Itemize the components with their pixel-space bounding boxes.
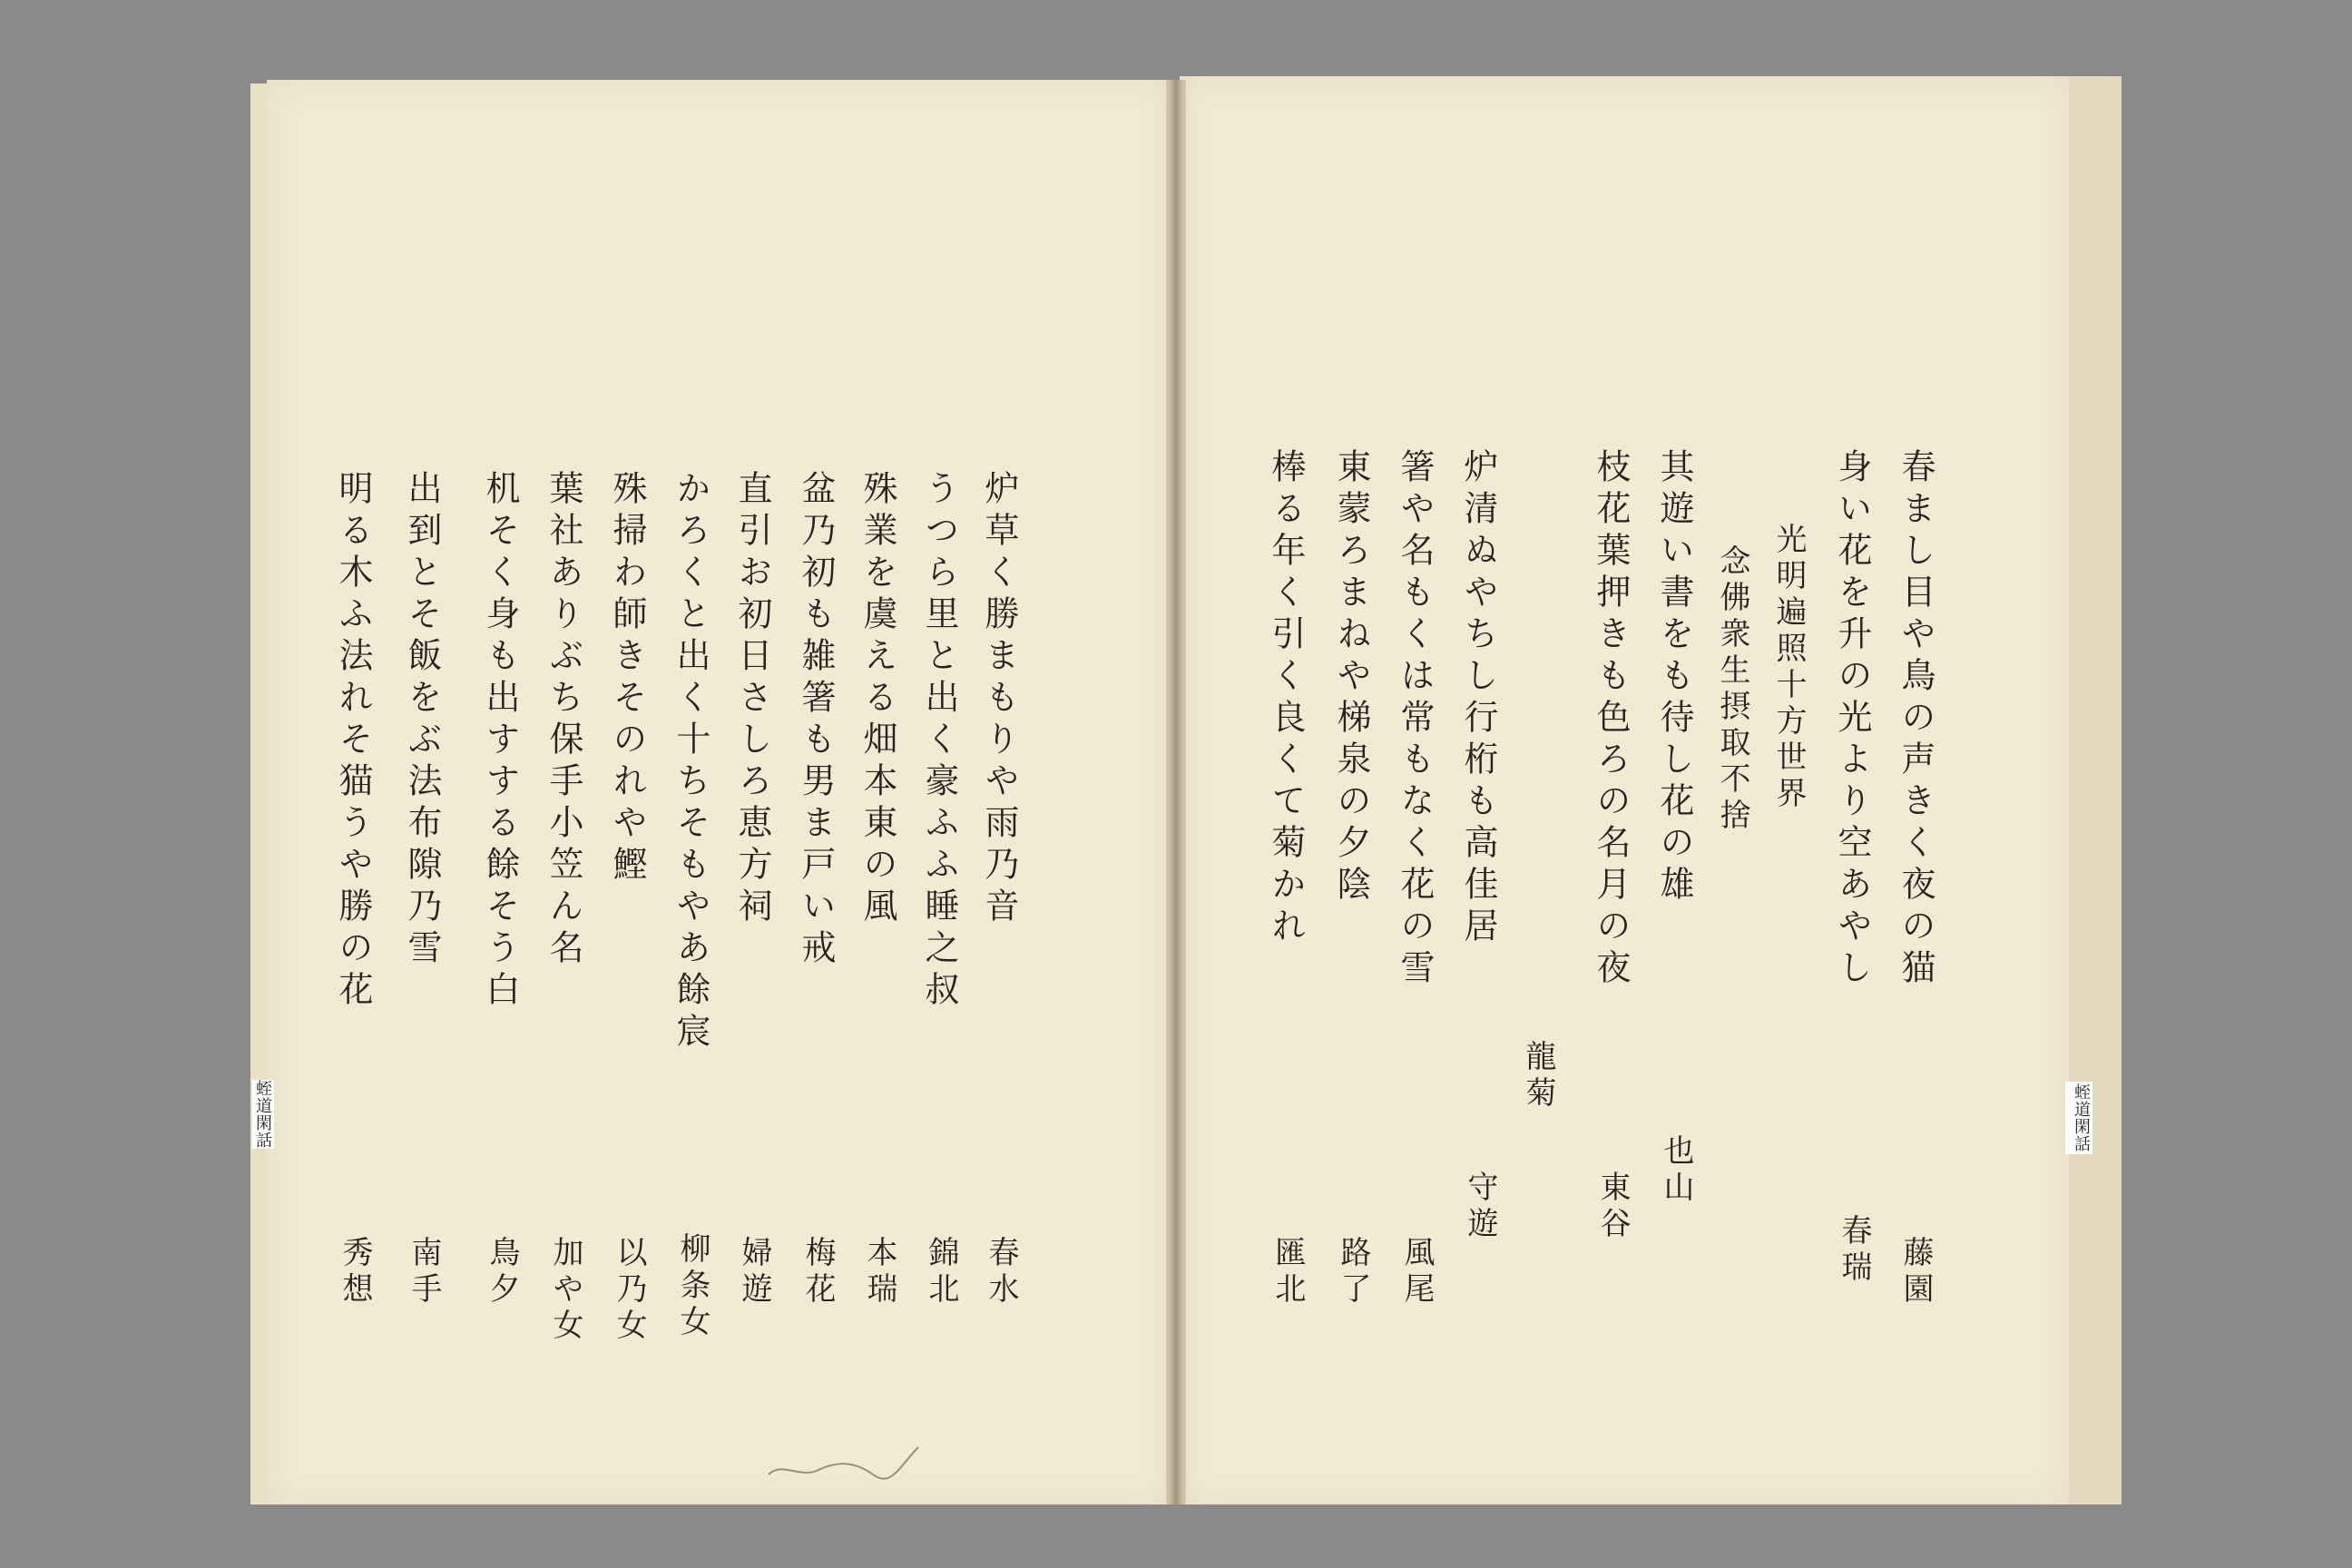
left-text-column: 殊掃わ師きそのれや鰹 <box>607 470 647 887</box>
right-text-column: 其遊い書をも待し花の雄 <box>1654 448 1694 907</box>
left-text-column: 炉草く勝まもりや雨乃音 <box>979 470 1019 929</box>
right-text-column: 枝花葉押きも色ろの名月の夜 <box>1591 448 1631 991</box>
left-author: 以乃女 <box>611 1236 647 1345</box>
left-text-column: 殊業を虞える畑本東の風 <box>858 470 897 929</box>
right-page-edges <box>2065 76 2122 1504</box>
right-text-column: 棒る年く引く良くて菊かれ <box>1266 448 1306 949</box>
left-text-column: うつら里と出く豪ふふ睡之叔 <box>919 470 959 1013</box>
right-author: 路了 <box>1335 1236 1371 1308</box>
right-author: 春瑞 <box>1836 1214 1872 1287</box>
right-author: 藤園 <box>1897 1236 1934 1308</box>
left-author: 本瑞 <box>861 1236 897 1308</box>
left-author: 鳥夕 <box>484 1236 520 1308</box>
left-text-column: 出到とそ飯をぶ法布隙乃雪 <box>402 470 442 971</box>
left-author: 南手 <box>406 1236 442 1308</box>
book-gutter <box>1166 80 1186 1504</box>
right-text-column: 身い花を升の光より空あやし <box>1832 448 1872 991</box>
left-page-edges <box>250 83 269 1504</box>
right-author: 守遊 <box>1462 1171 1498 1243</box>
paper-fiber-mark <box>764 1443 927 1497</box>
right-author: 也山 <box>1658 1134 1694 1207</box>
left-author: 柳条女 <box>674 1232 710 1341</box>
left-text-column: 明る木ふ法れそ猫うや勝の花 <box>333 470 373 1013</box>
right-section-heading: 龍菊 <box>1520 1040 1556 1112</box>
right-header-line: 光明遍照十方世界 <box>1770 523 1807 813</box>
right-header-line: 念佛衆生摂取不捨 <box>1714 544 1750 835</box>
right-spine-label: 蛭道閑話 <box>2065 1082 2092 1154</box>
left-text-column: 葉社ありぶち保手小笠ん名 <box>544 470 583 971</box>
left-author: 春水 <box>983 1236 1019 1308</box>
left-author: 錦北 <box>923 1236 959 1308</box>
left-author: 秀想 <box>337 1236 373 1308</box>
left-author: 婦遊 <box>736 1236 772 1308</box>
right-text-column: 炉清ぬやちし行桁も高佳居 <box>1458 448 1498 949</box>
right-author: 東谷 <box>1594 1171 1631 1243</box>
left-text-column: 直引お初日さしろ恵方祠 <box>732 470 772 929</box>
right-text-column: 春まし目や鳥の声きく夜の猫 <box>1896 448 1936 991</box>
left-spine-label: 蛭道閑話 <box>253 1080 272 1149</box>
right-text-column: 箸や名もくは常もなく花の雪 <box>1395 448 1435 991</box>
left-text-column: 机そく身も出すする餘そう白 <box>480 470 520 1013</box>
left-author: 梅花 <box>799 1236 836 1308</box>
right-author: 匯北 <box>1269 1236 1306 1308</box>
left-text-column: 盆乃初も雑箸も男ま戸い戒 <box>796 470 836 971</box>
left-text-column: かろくと出く十ちそもやあ餘宸 <box>671 470 710 1054</box>
right-text-column: 東蒙ろまねや梯泉の夕陰 <box>1331 448 1371 907</box>
left-author: 加や女 <box>547 1236 583 1345</box>
right-author: 風尾 <box>1398 1236 1435 1308</box>
